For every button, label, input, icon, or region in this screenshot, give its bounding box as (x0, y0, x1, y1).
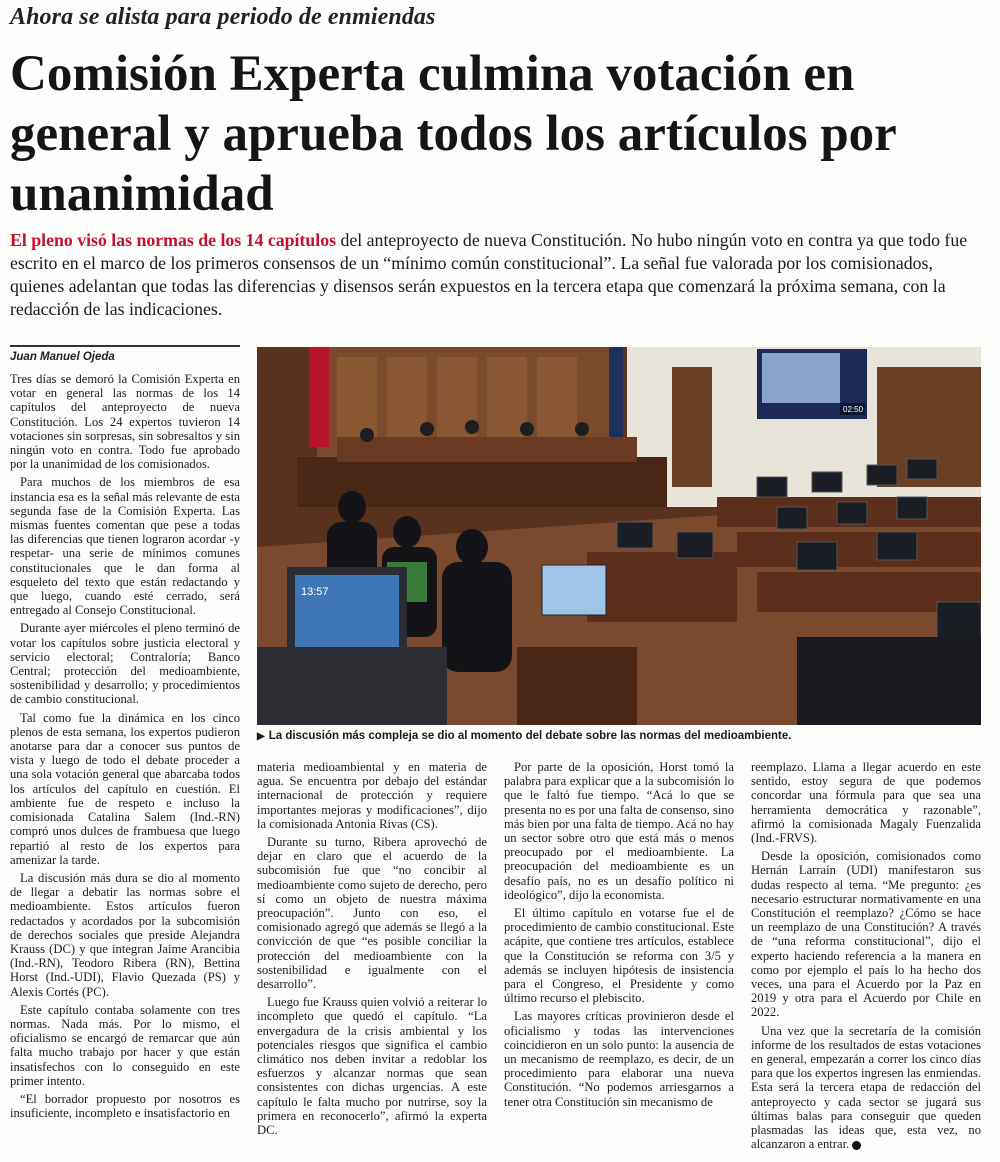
lead-text: del anteproyecto de nueva Constitución. No hubo ningún voto en contra ya que todo fue escrito en el marco de los primeros consensos de un “mínimo común constitucional”. La señal fue valorada por los comisionados, quienes adelantan que todas las diferencias y disensos serán expuestos en la tercera etapa que comenzará la próxima semana, con la redacción de las indicaciones. (10, 230, 968, 319)
screen-time: 02:50 (843, 405, 864, 414)
article-column-4 (751, 760, 981, 1160)
article-column-3 (504, 760, 734, 1160)
chamber-photo-image (257, 347, 981, 725)
monitor-time: 13:57 (301, 586, 329, 598)
paragraph: Durante su turno, Ribera aprovechó de dejar en claro que el acuerdo de la subcomisión fue que “no concibir al medioambiente como sujeto de derecho, pero sí como un objeto de nuestra máxima preocupación”. Junto con eso, el comisionado agregó que además se llegó a la convicción de que “es posible conciliar la protección del medioambiente con la sostenibilidad e igualmente con el desarrollo”. (257, 835, 487, 992)
paragraph: “El borrador propuesto por nosotros es insuficiente, incompleto e insatisfactorio en (10, 1091, 240, 1121)
paragraph: Tres días se demoró la Comisión Experta en votar en general las normas de los 14 capítulos del anteproyecto de nueva Constitución. Los 24 expertos tuvieron 14 votaciones sin sorpresas, sin sobresaltos y sin ningún voto en contra. Todo fue aprobado por la unanimidad de los comisionados. (10, 372, 240, 472)
paragraph: Tal como fue la dinámica en los cinco plenos de esta semana, los expertos pudieron anotarse para dar a conocer sus puntos de vista y luego de todo el debate proceder a una sola votación general que abarcaba todos los artículos del capítulo en cuestión. El ambiente fue de respeto e incluso la comisionada Catalina Salem (Ind.-RN) compró unos dulces de frambuesa que luego repartió al resto de los expertos para amenizar la tarde. (10, 710, 240, 867)
paragraph: Por parte de la oposición, Horst tomó la palabra para explicar que a la subcomisión lo que le faltó fue tiempo. “Acá lo que se presenta no es por una falta de consenso, sino más bien por una falta de tiempo. Acá no hay un sector sobre otro que está más o menos preocupado por el medioambiente. La preocupación del medioambiente es un desafío país, no es un desafío político ni ideológico”, dijo la economista. (504, 760, 734, 902)
caption-text: La discusión más compleja se dio al momento del debate sobre las normas del medioambiente. (268, 730, 792, 742)
lead-highlight: El pleno visó las normas de los 14 capítulos (10, 230, 337, 250)
headline: Comisión Experta culmina votación en general y aprueba todos los artículos por unanimidad (10, 46, 896, 222)
photo-caption (257, 730, 981, 742)
paragraph: Luego fue Krauss quien volvió a reiterar lo incompleto que quedó el capítulo. “La envergadura de la crisis ambiental y los potenciales riesgos que significa el cambio climático nos deben invitar a redoblar los esfuerzos y alcanzar normas que sean consistentes con dichas urgencias. A este capítulo le falta mucho por nutrirse, soy la primera en reconocerlo”, afirmó la experta DC. (257, 995, 487, 1138)
paragraph: Las mayores críticas provinieron desde el oficialismo y todas las intervenciones coincidieron en un solo punto: la ausencia de un mecanismo de reemplazo, es decir, de un procedimiento para elaborar una nueva Constitución. “No podemos arriesgarnos a tener otra Constitución sin mecanismo de (504, 1009, 734, 1109)
paragraph: Este capítulo contaba solamente con tres normas. Nada más. Por lo mismo, el oficialismo se encargó de remarcar que aún falta mucho trabajo por hacer y que están insatisfechos con lo conseguido en este primer intento. (10, 1002, 240, 1088)
kicker: Ahora se alista para periodo de enmiendas (10, 4, 436, 30)
caption-arrow-icon: ▶ (257, 731, 265, 742)
paragraph: El último capítulo en votarse fue el de procedimiento de cambio constitucional. Este acápite, que contiene tres artículos, establece que la Constitución se reforma con 3/5 y además se incluyen hipótesis de insistencia para el Congreso, el Presidente y como último recurso el plebiscito. (504, 906, 734, 1006)
last-paragraph-text: Una vez que la secretaría de la comisión informe de los resultados de estas votaciones en general, empezarán a correr los cinco días para que los expertos ingresen las enmiendas. Esta será la tercera etapa de redacción del anteproyecto y cada sector se jugará sus últimas balas para conseguir que queden plasmadas las ideas que, esta vez, no alcanzaron a entrar. (751, 1023, 981, 1152)
chamber-photo (257, 347, 981, 725)
paragraph: Durante ayer miércoles el pleno terminó de votar los capítulos sobre justicia electoral y servicio electoral; Contraloría; Banco Central; protección del medioambiente, sostenibilidad y desarrollo; y procedimientos de cambio constitucional. (10, 621, 240, 707)
paragraph: La discusión más dura se dio al momento de llegar a debatir las normas sobre el medioambiente. Estos artículos fueron redactados y acordados por la subcomisión de derechos sociales que preside Alejandra Krauss (DC) y que integran Jaime Arancibia (Ind.-RN), Teodoro Ribera (RN), Bettina Horst (Ind.-UDI), Flavio Quezada (PS) y Alexis Cortés (PC). (10, 870, 240, 999)
paragraph: reemplazo. Llama a llegar acuerdo en este sentido, estoy segura de que podemos concordar una fórmula para que sea una herramienta democrática y razonable”, afirmó la comisionada Magaly Fuenzalida (Ind.-FRVS). (751, 760, 981, 846)
paragraph: Desde la oposición, comisionados como Hernán Larraín (UDI) manifestaron sus dudas respecto al tema. “Me pregunto: ¿es necesario estructurar normativamente en una Constitución el reemplazo? ¿Cómo se hace un reemplazo de una Constitución? A través de “una reforma constitucional”, dijo el experto haciendo referencia a la manera en como por ejemplo el país lo ha hecho dos veces, una para el Acuerdo por la Paz en 2019 y otra para el Acuerdo por Chile en 2022. (751, 849, 981, 1020)
byline-block (10, 345, 240, 363)
byline: Juan Manuel Ojeda (10, 351, 115, 363)
article-column-2 (257, 760, 487, 1160)
paragraph: materia medioambiental y en materia de agua. Se encuentra por debajo del estándar internacional de protección y requiere importantes mejoras y modificaciones”, dijo la comisionada Antonia Rivas (CS). (257, 760, 487, 831)
end-of-article-icon (852, 1141, 861, 1150)
article-column-1 (10, 372, 240, 1157)
paragraph (751, 1024, 981, 1152)
lead-paragraph (10, 229, 970, 321)
paragraph: Para muchos de los miembros de esa instancia esa es la señal más relevante de esta segunda fase de la Comisión Experta. Las mismas fuentes comentan que pese a todas las diferencias que tienen lograron acordar -y respetar- una serie de mínimos comunes constitucionales que le dan forma al esqueleto del texto que están redactando y que luego, cuando esté cerrado, será entregado al Consejo Constitucional. (10, 475, 240, 618)
